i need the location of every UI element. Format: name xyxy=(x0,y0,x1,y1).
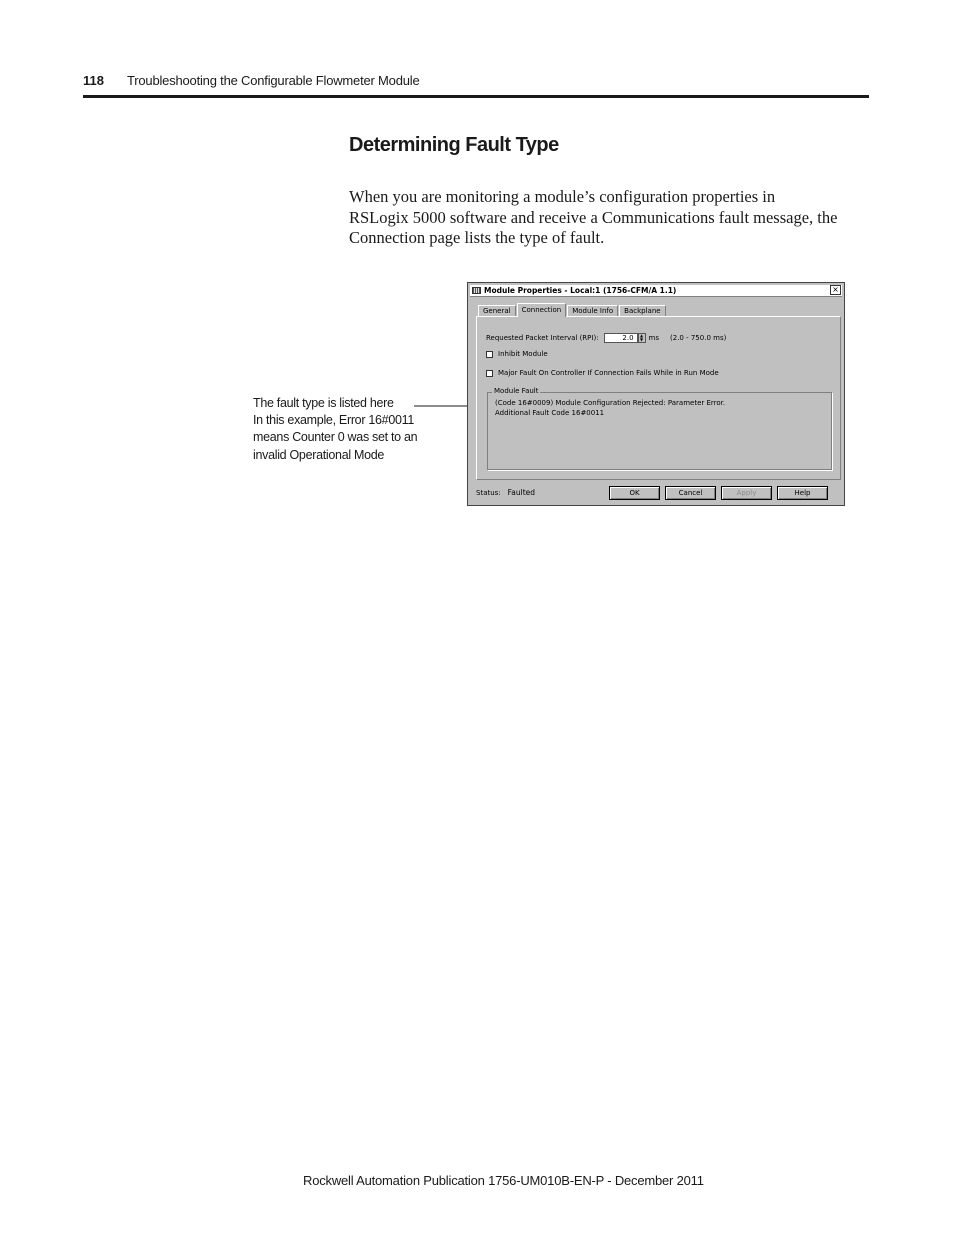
fault-line: (Code 16#0009) Module Configuration Rejected: Parameter Error. xyxy=(495,399,726,407)
spin-down-icon[interactable]: ▼ xyxy=(640,337,644,342)
callout-line: means Counter 0 was set to an xyxy=(253,430,418,445)
body-paragraph xyxy=(349,187,849,249)
major-fault-checkbox[interactable] xyxy=(486,370,493,377)
module-fault-legend: Module Fault xyxy=(494,387,539,395)
inhibit-module-label: Inhibit Module xyxy=(498,350,548,358)
major-fault-row xyxy=(486,369,719,377)
callout-annotation xyxy=(253,395,423,464)
dialog-titlebar[interactable] xyxy=(470,285,842,297)
rpi-input[interactable]: 2.0 xyxy=(604,333,638,343)
rpi-range: (2.0 - 750.0 ms) xyxy=(670,334,727,342)
tab-module-info[interactable]: Module Info xyxy=(567,305,618,317)
running-header-title: Troubleshooting the Configurable Flowmeter Module xyxy=(127,73,420,88)
close-icon: × xyxy=(832,285,839,294)
tab-connection[interactable]: Connection xyxy=(517,303,567,317)
cancel-button[interactable]: Cancel xyxy=(665,486,716,500)
close-button[interactable] xyxy=(830,285,841,295)
inhibit-row xyxy=(486,350,548,358)
callout-line: The fault type is listed here xyxy=(253,396,394,410)
fault-line: Additional Fault Code 16#0011 xyxy=(495,408,605,417)
rpi-unit: ms xyxy=(648,334,660,342)
footer-publication: Rockwell Automation Publication 1756-UM010B-EN-P - December 2011 xyxy=(303,1173,704,1188)
paragraph-line: When you are monitoring a module’s configuration properties in xyxy=(349,187,776,206)
module-properties-dialog xyxy=(467,282,845,506)
ok-button[interactable]: OK xyxy=(609,486,660,500)
section-heading: Determining Fault Type xyxy=(349,134,559,156)
tab-general[interactable]: General xyxy=(478,305,516,317)
dialog-title: Module Properties - Local:1 (1756-CFM/A 1.1) xyxy=(484,286,677,295)
header-rule xyxy=(83,95,869,98)
rpi-spinner[interactable] xyxy=(638,333,646,343)
tab-strip xyxy=(478,303,667,317)
module-fault-group xyxy=(487,387,832,470)
status-row xyxy=(476,488,535,497)
paragraph-line: RSLogix 5000 software and receive a Communications fault message, the xyxy=(349,207,838,227)
status-value: Faulted xyxy=(507,488,536,497)
callout-line: invalid Operational Mode xyxy=(253,447,385,462)
spin-up-icon[interactable]: ▲ xyxy=(640,333,644,338)
rpi-label: Requested Packet Interval (RPI): xyxy=(486,334,599,342)
tab-backplane[interactable]: Backplane xyxy=(619,305,665,317)
apply-button[interactable]: Apply xyxy=(721,486,772,500)
inhibit-module-checkbox[interactable] xyxy=(486,351,493,358)
help-button[interactable]: Help xyxy=(777,486,828,500)
callout-line: In this example, Error 16#0011 xyxy=(253,413,415,428)
major-fault-label: Major Fault On Controller If Connection Fails While in Run Mode xyxy=(498,369,719,377)
paragraph-line: Connection page lists the type of fault. xyxy=(349,228,605,247)
status-label: Status: xyxy=(476,489,501,497)
module-fault-text xyxy=(495,399,725,418)
window-app-icon xyxy=(472,287,481,294)
rpi-row xyxy=(486,333,726,343)
connection-tab-panel xyxy=(476,316,841,480)
page-number: 118 xyxy=(83,73,104,88)
